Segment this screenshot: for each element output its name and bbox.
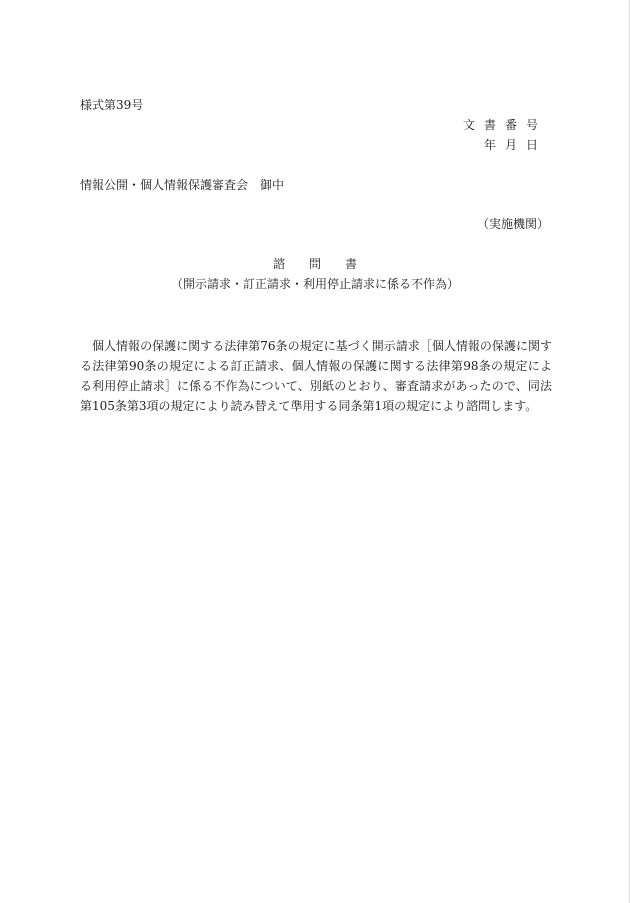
- document-date: 年月日: [483, 138, 547, 152]
- form-number: 様式第39号: [80, 98, 144, 112]
- document-number: 文書番号: [462, 118, 547, 132]
- document-subtitle: （開示請求・訂正請求・利用停止請求に係る不作為）: [170, 277, 459, 291]
- addressee: 情報公開・個人情報保護審査会 御中: [80, 178, 285, 192]
- body-paragraph: 個人情報の保護に関する法律第76条の規定に基づく開示請求［個人情報の保護に関する法律第90条の規定による訂正請求、個人情報の保護に関する法律第98条の規定による利用停止請求］に係る不作為について、別紙のとおり、審査請求があったので、同法第105条第3項の規定により読み替えて準用する同条第1項の規定により諮問します。: [80, 339, 552, 413]
- sender-agency: （実施機関）: [476, 217, 549, 231]
- document-title: 諮問書: [272, 257, 381, 271]
